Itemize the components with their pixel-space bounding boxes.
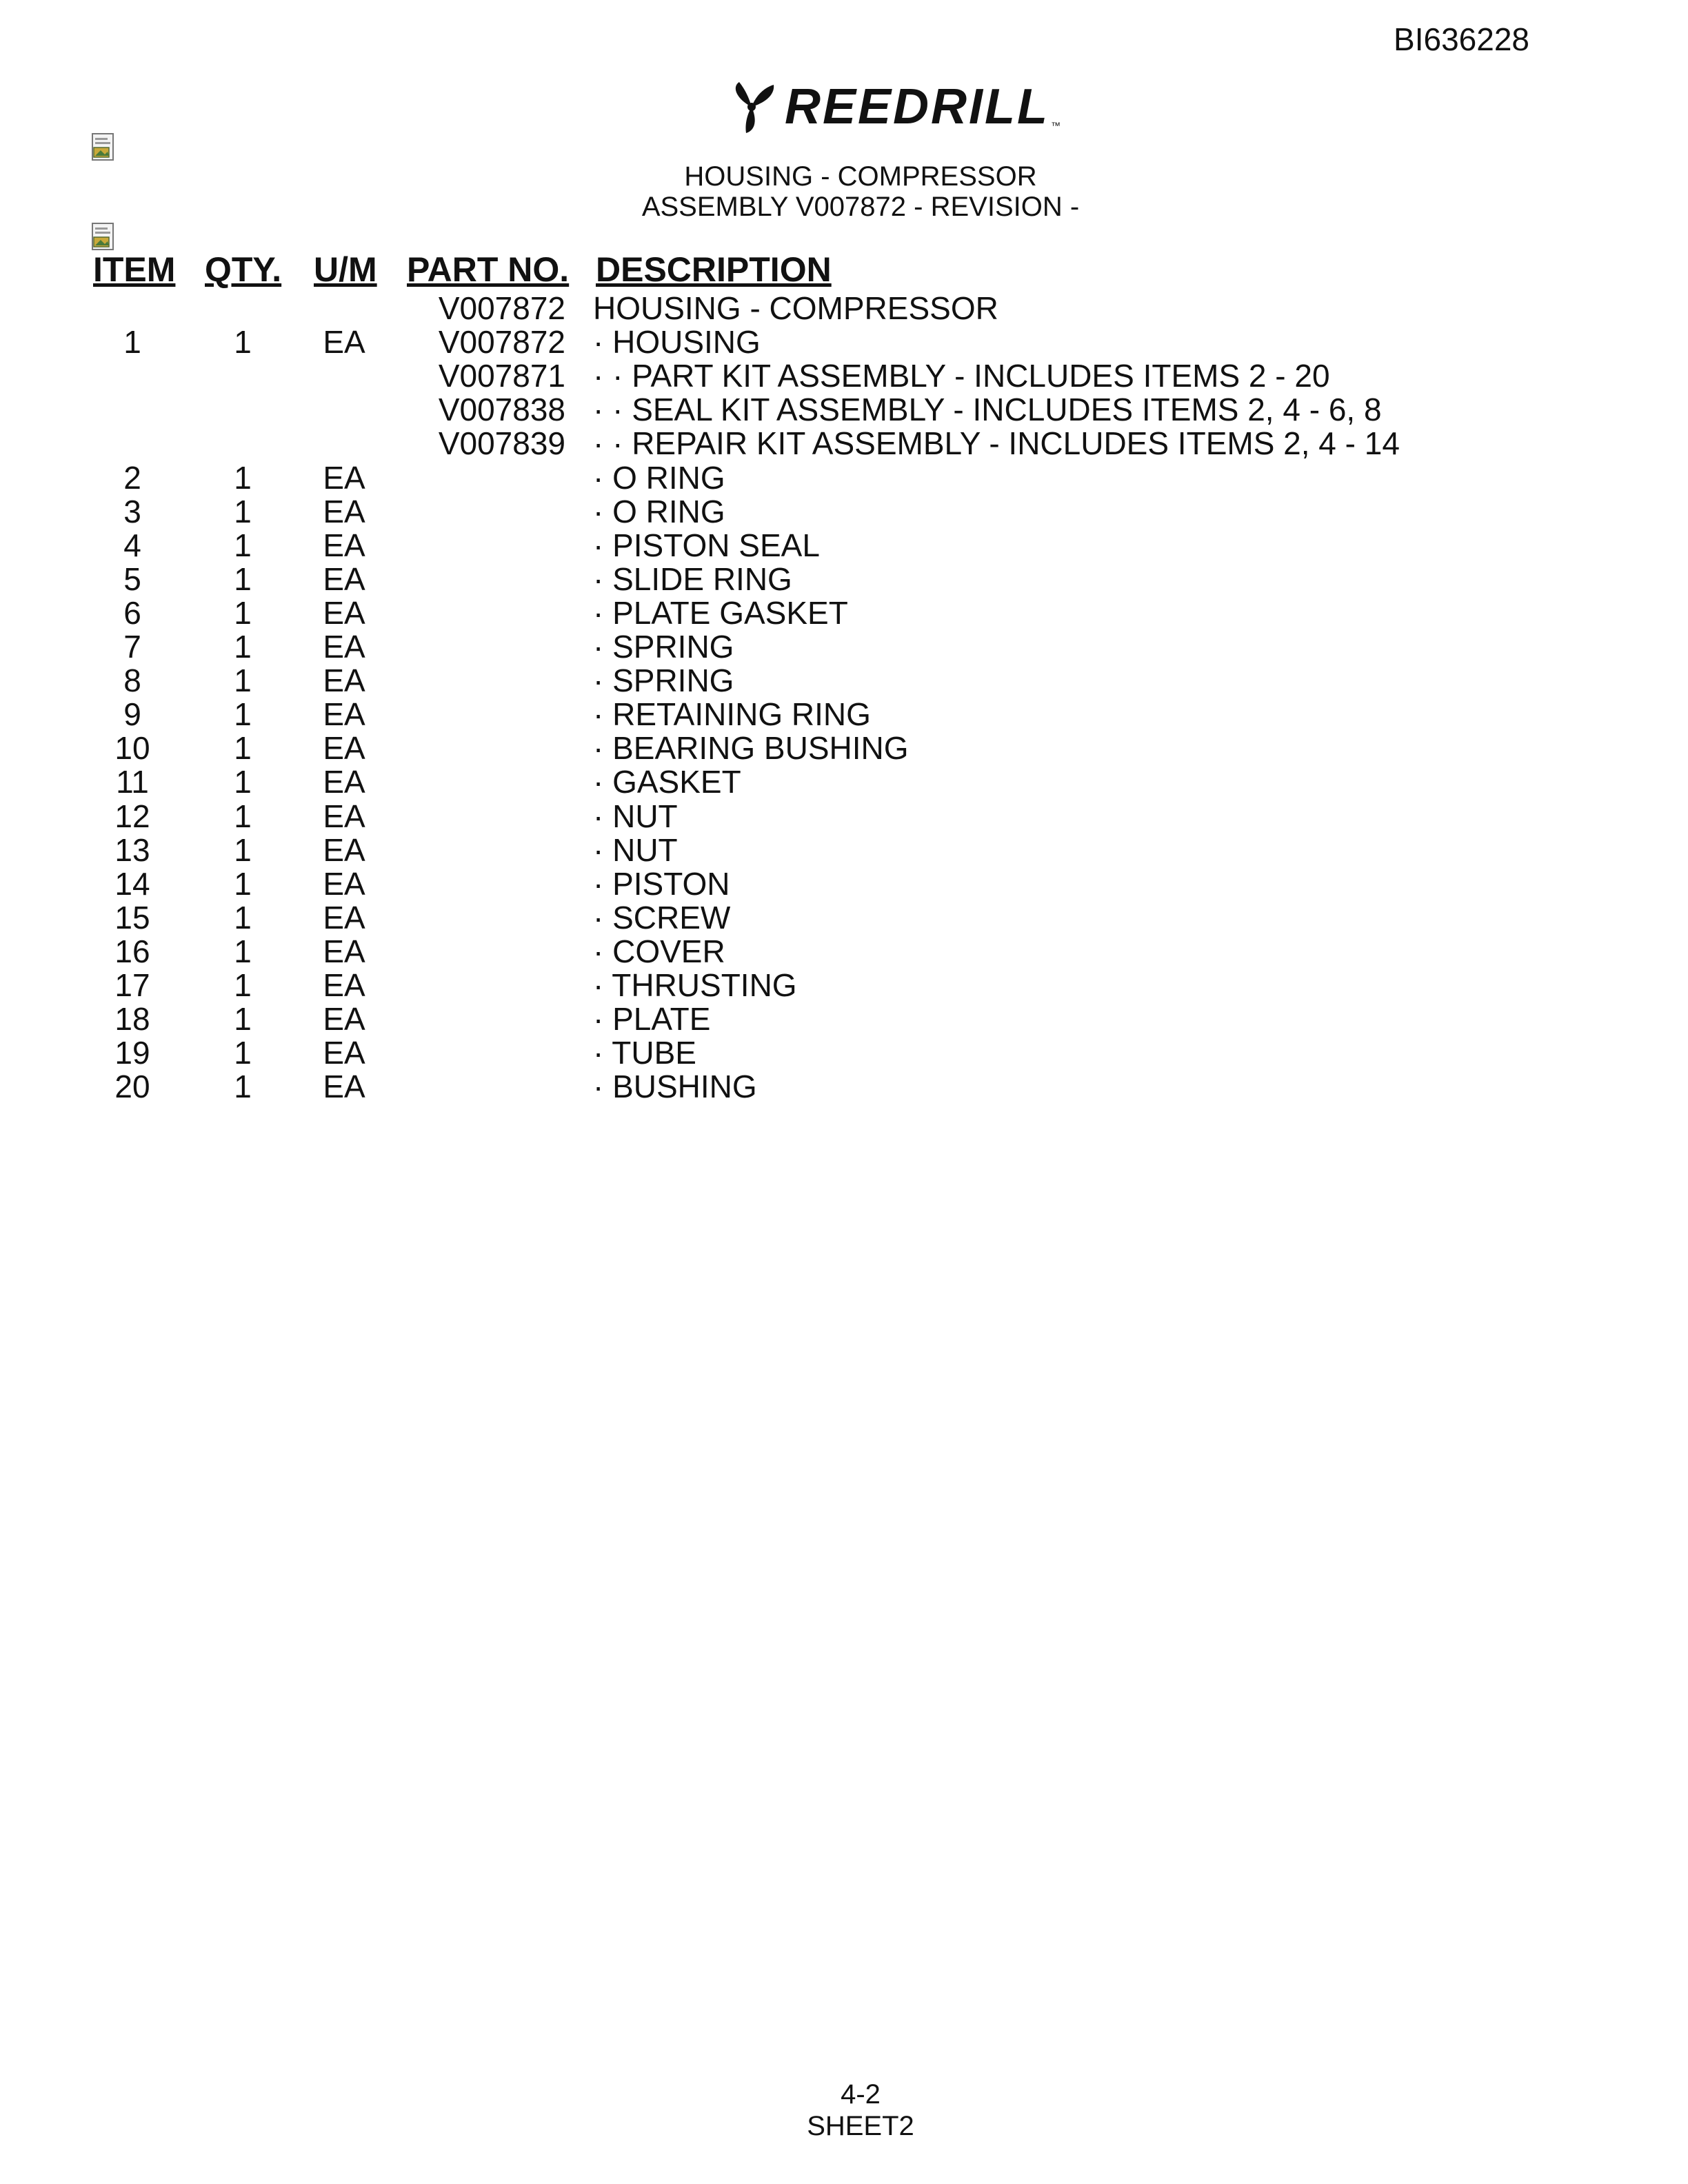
item-number: 4 xyxy=(123,527,141,563)
table-row xyxy=(0,1000,1688,1038)
unit-of-measure: EA xyxy=(323,663,365,699)
item-number: 5 xyxy=(123,560,141,597)
table-row xyxy=(0,865,1688,902)
table-row xyxy=(0,459,1688,496)
quantity: 1 xyxy=(234,730,252,767)
table-row xyxy=(0,696,1688,733)
unit-of-measure: EA xyxy=(323,1069,365,1105)
item-number: 2 xyxy=(123,459,141,496)
quantity: 1 xyxy=(234,1001,252,1038)
unit-of-measure: EA xyxy=(323,764,365,800)
quantity: 1 xyxy=(234,527,252,563)
item-number: 1 xyxy=(123,324,141,361)
table-row xyxy=(0,967,1688,1003)
part-description: · SPRING xyxy=(593,663,734,699)
unit-of-measure: EA xyxy=(323,594,365,631)
part-description: · · SEAL KIT ASSEMBLY - INCLUDES ITEMS 2, 4 - 6, 8 xyxy=(593,392,1382,428)
unit-of-measure: EA xyxy=(323,831,365,868)
part-description: · SPRING xyxy=(593,629,734,665)
unit-of-measure: EA xyxy=(323,1035,365,1071)
unit-of-measure: EA xyxy=(323,865,365,902)
column-header-description: DESCRIPTION xyxy=(596,250,832,289)
part-description: · PISTON SEAL xyxy=(593,527,820,563)
propeller-logo-icon xyxy=(724,79,779,134)
unit-of-measure: EA xyxy=(323,899,365,936)
table-row xyxy=(0,798,1688,834)
item-number: 7 xyxy=(123,629,141,665)
unit-of-measure: EA xyxy=(323,798,365,834)
part-description: · NUT xyxy=(593,831,678,868)
column-header-qty: QTY. xyxy=(205,250,282,289)
item-number: 11 xyxy=(116,764,149,800)
item-number: 18 xyxy=(114,1001,150,1038)
quantity: 1 xyxy=(234,560,252,597)
part-description: · PISTON xyxy=(593,865,730,902)
unit-of-measure: EA xyxy=(323,324,365,361)
document-image-icon xyxy=(90,132,117,161)
unit-of-measure: EA xyxy=(323,1001,365,1038)
part-description: · SLIDE RING xyxy=(593,560,792,597)
unit-of-measure: EA xyxy=(323,560,365,597)
quantity: 1 xyxy=(234,629,252,665)
quantity: 1 xyxy=(234,696,252,733)
part-description: · BEARING BUSHING xyxy=(593,730,909,767)
quantity: 1 xyxy=(234,967,252,1003)
item-number: 15 xyxy=(114,899,150,936)
table-row xyxy=(0,662,1688,699)
unit-of-measure: EA xyxy=(323,730,365,767)
part-description: · COVER xyxy=(593,933,725,969)
trademark-symbol: ™ xyxy=(1051,120,1061,131)
table-row xyxy=(0,323,1688,361)
table-row xyxy=(0,628,1688,665)
part-description: · O RING xyxy=(593,459,725,496)
part-description: · THRUSTING xyxy=(593,967,797,1003)
part-number: V007838 xyxy=(438,392,565,428)
column-header-part-no: PART NO. xyxy=(407,250,570,289)
table-row xyxy=(0,763,1688,800)
unit-of-measure: EA xyxy=(323,459,365,496)
item-number: 17 xyxy=(114,967,150,1003)
brand-name: REEDRILL xyxy=(785,79,1049,134)
quantity: 1 xyxy=(234,798,252,834)
part-number: V007872 xyxy=(438,290,565,326)
quantity: 1 xyxy=(234,594,252,631)
brand-logo xyxy=(724,76,1061,138)
table-row xyxy=(0,1068,1688,1105)
assembly-subtitle: ASSEMBLY V007872 - REVISION - xyxy=(641,192,1080,222)
quantity: 1 xyxy=(234,1035,252,1071)
item-number: 6 xyxy=(123,594,141,631)
table-row xyxy=(0,391,1688,428)
column-header-item: ITEM xyxy=(93,250,176,289)
part-description: · GASKET xyxy=(593,764,741,800)
item-number: 9 xyxy=(123,696,141,733)
table-row xyxy=(0,594,1688,631)
part-description: · O RING xyxy=(593,493,725,529)
table-row xyxy=(0,560,1688,597)
item-number: 3 xyxy=(123,493,141,529)
part-number: V007871 xyxy=(438,358,565,394)
part-description: · HOUSING xyxy=(593,324,761,361)
quantity: 1 xyxy=(234,459,252,496)
quantity: 1 xyxy=(234,831,252,868)
table-row xyxy=(0,729,1688,767)
part-number: V007872 xyxy=(438,324,565,361)
part-description: · BUSHING xyxy=(593,1069,757,1105)
item-number: 20 xyxy=(114,1069,150,1105)
part-number: V007839 xyxy=(438,425,565,462)
table-row xyxy=(0,899,1688,936)
part-description: · · PART KIT ASSEMBLY - INCLUDES ITEMS 2 - 20 xyxy=(593,358,1330,394)
item-number: 19 xyxy=(114,1035,150,1071)
table-row xyxy=(0,933,1688,967)
part-description: · RETAINING RING xyxy=(593,696,871,733)
page-number: 4-2 xyxy=(841,2079,881,2110)
part-description: HOUSING - COMPRESSOR xyxy=(593,290,998,326)
unit-of-measure: EA xyxy=(323,933,365,969)
quantity: 1 xyxy=(234,663,252,699)
table-row xyxy=(0,493,1688,527)
part-description: · PLATE xyxy=(593,1001,711,1038)
column-header-um: U/M xyxy=(314,250,377,289)
item-number: 16 xyxy=(114,933,150,969)
part-description: · PLATE GASKET xyxy=(593,594,848,631)
quantity: 1 xyxy=(234,493,252,529)
document-image-icon xyxy=(90,222,117,251)
quantity: 1 xyxy=(234,865,252,902)
table-row xyxy=(0,290,1688,326)
unit-of-measure: EA xyxy=(323,629,365,665)
item-number: 13 xyxy=(114,831,150,868)
item-number: 10 xyxy=(114,730,150,767)
part-description: · · REPAIR KIT ASSEMBLY - INCLUDES ITEMS 2, 4 - 14 xyxy=(593,425,1400,462)
unit-of-measure: EA xyxy=(323,493,365,529)
item-number: 12 xyxy=(114,798,150,834)
sheet-label: SHEET2 xyxy=(807,2111,914,2141)
part-description: · SCREW xyxy=(593,899,731,936)
item-number: 14 xyxy=(114,865,150,902)
part-description: · NUT xyxy=(593,798,678,834)
quantity: 1 xyxy=(234,899,252,936)
quantity: 1 xyxy=(234,324,252,361)
part-description: · TUBE xyxy=(593,1035,696,1071)
table-row xyxy=(0,1034,1688,1071)
table-row xyxy=(0,357,1688,394)
page-title: HOUSING - COMPRESSOR xyxy=(684,161,1037,192)
quantity: 1 xyxy=(234,933,252,969)
unit-of-measure: EA xyxy=(323,967,365,1003)
item-number: 8 xyxy=(123,663,141,699)
table-row xyxy=(0,831,1688,868)
unit-of-measure: EA xyxy=(323,527,365,563)
quantity: 1 xyxy=(234,1069,252,1105)
table-row xyxy=(0,527,1688,563)
table-row xyxy=(0,425,1688,462)
unit-of-measure: EA xyxy=(323,696,365,733)
document-id: BI636228 xyxy=(1394,21,1529,57)
quantity: 1 xyxy=(234,764,252,800)
